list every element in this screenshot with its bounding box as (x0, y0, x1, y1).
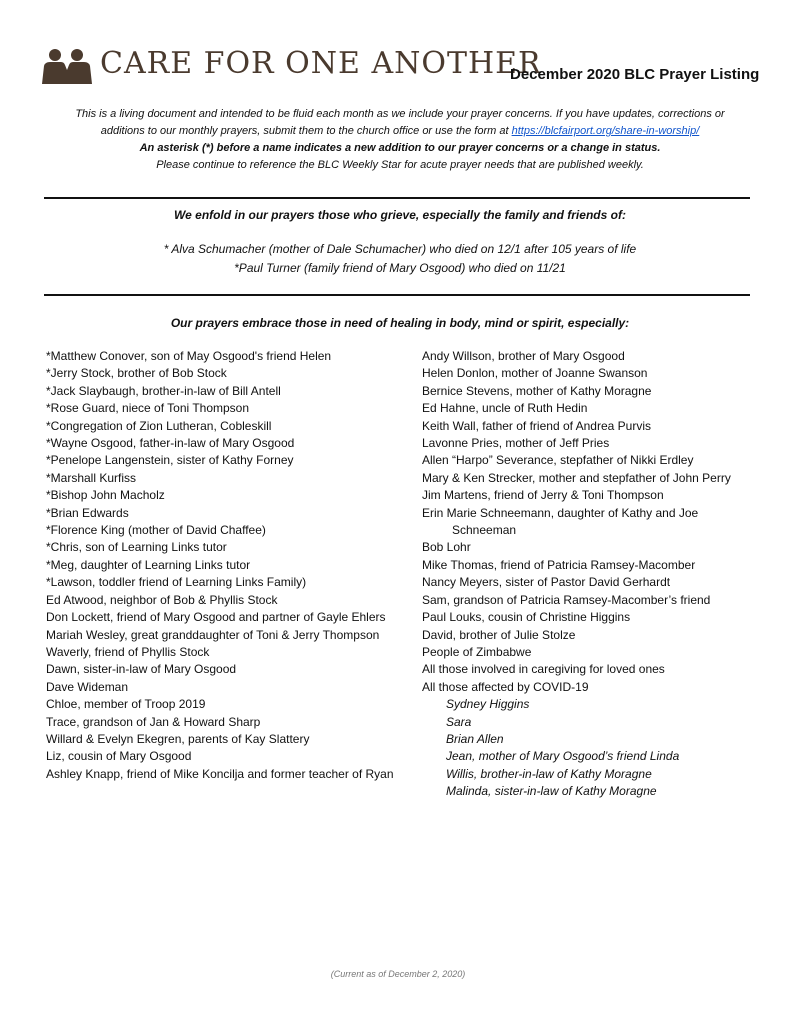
grieve-list (40, 240, 760, 278)
share-in-worship-link[interactable]: https://blcfairport.org/share-in-worship/ (511, 125, 700, 137)
prayer-list-item: Erin Marie Schneemann, daughter of Kathy and Joe Schneeman (422, 505, 699, 538)
grieve-heading: We enfold in our prayers those who grieve, especially the family and friends of: (174, 208, 626, 222)
prayer-list-item: Jim Martens, friend of Jerry & Toni Thompson (422, 488, 664, 503)
prayer-list-item: Ed Atwood, neighbor of Bob & Phyllis Stock (46, 592, 278, 607)
grieve-item: * Alva Schumacher (mother of Dale Schumacher) who died on 12/1 after 105 years of life (163, 242, 637, 256)
prayer-list-item: All those involved in caregiving for loved ones (422, 662, 665, 677)
prayer-list-item: *Penelope Langenstein, sister of Kathy Forney (46, 453, 294, 468)
prayer-list-item: Ed Hahne, uncle of Ruth Hedin (422, 401, 588, 416)
prayer-list-item: Andy Willson, brother of Mary Osgood (422, 349, 625, 363)
prayer-list-item: Nancy Meyers, sister of Pastor David Gerhardt (422, 575, 671, 590)
asterisk-note: An asterisk (*) before a name indicates a new addition to our prayer concerns or a change in status. (139, 142, 661, 154)
prayer-list-item: Bernice Stevens, mother of Kathy Moragne (422, 383, 652, 398)
healing-list-left (46, 348, 416, 783)
prayer-list-item: Lavonne Pries, mother of Jeff Pries (422, 436, 610, 451)
prayer-list-item: *Matthew Conover, son of May Osgood's friend Helen (46, 349, 332, 363)
covid-sub-item: Malinda, sister-in-law of Kathy Moragne (446, 784, 657, 799)
page-header (40, 46, 760, 88)
prayer-list-item: *Bishop John Macholz (46, 488, 165, 503)
prayer-list-item: *Marshall Kurfiss (46, 470, 137, 485)
intro-line (40, 123, 760, 140)
prayer-list-item: *Jerry Stock, brother of Bob Stock (46, 366, 227, 381)
intro-text (40, 106, 760, 174)
prayer-list-item: *Meg, daughter of Learning Links tutor (46, 557, 251, 572)
prayer-list-item: *Florence King (mother of David Chaffee) (46, 523, 266, 538)
prayer-list-item: Keith Wall, father of friend of Andrea Purvis (422, 418, 652, 433)
prayer-list-item: David, brother of Julie Stolze (422, 627, 576, 642)
prayer-list-item: *Lawson, toddler friend of Learning Links Family) (46, 575, 307, 590)
prayer-list-item: Ashley Knapp, friend of Mike Koncilja and former teacher of Ryan (46, 766, 394, 781)
prayer-list-item: *Brian Edwards (46, 505, 129, 520)
intro-line: Please continue to reference the BLC Weekly Star for acute prayer needs that are published weekly. (156, 159, 644, 171)
covid-sub-item: Sydney Higgins (446, 697, 530, 712)
prayer-list-item: Sam, grandson of Patricia Ramsey-Macomber’s friend (422, 592, 711, 607)
prayer-list-item: *Congregation of Zion Lutheran, Cobleskill (46, 418, 272, 433)
divider (44, 197, 750, 199)
prayer-list-item: People of Zimbabwe (422, 644, 532, 659)
healing-heading: Our prayers embrace those in need of healing in body, mind or spirit, especially: (170, 316, 630, 330)
prayer-list-item: Liz, cousin of Mary Osgood (46, 749, 192, 764)
covid-sub-item: Jean, mother of Mary Osgood’s friend Linda (446, 749, 680, 764)
intro-line: This is a living document and intended to be fluid each month as we include your prayer concerns. If you have updates, corrections or (75, 108, 725, 120)
prayer-list-item: Allen “Harpo” Severance, stepfather of Nikki Erdley (422, 453, 694, 468)
prayer-list-item: Helen Donlon, mother of Joanne Swanson (422, 366, 648, 381)
prayer-list-item: Mariah Wesley, great granddaughter of Toni & Jerry Thompson (46, 627, 380, 642)
prayer-list-item: Don Lockett, friend of Mary Osgood and partner of Gayle Ehlers (46, 610, 386, 625)
prayer-list-item: Dawn, sister-in-law of Mary Osgood (46, 662, 237, 677)
covid-sub-item: Sara (446, 714, 472, 729)
covid-sub-item: Willis, brother-in-law of Kathy Moragne (446, 766, 652, 781)
prayer-list-item: Trace, grandson of Jan & Howard Sharp (46, 714, 261, 729)
prayer-list-item: Paul Louks, cousin of Christine Higgins (422, 610, 631, 625)
prayer-list-item: Mike Thomas, friend of Patricia Ramsey-Macomber (422, 557, 696, 572)
prayer-list-item: *Wayne Osgood, father-in-law of Mary Osgood (46, 436, 295, 451)
prayer-list-item: *Rose Guard, niece of Toni Thompson (46, 401, 250, 416)
footer-note: (Current as of December 2, 2020) (330, 969, 466, 979)
intro-line-text: additions to our monthly prayers, submit them to the church office or use the form at (100, 125, 512, 137)
prayer-list-item: Dave Wideman (46, 679, 129, 694)
prayer-list-item: Willard & Evelyn Ekegren, parents of Kay Slattery (46, 731, 310, 746)
banner-title: CARE FOR ONE ANOTHER (100, 46, 542, 81)
prayer-list-item: Chloe, member of Troop 2019 (46, 697, 206, 712)
prayer-list-item: Mary & Ken Strecker, mother and stepfather of John Perry (422, 470, 731, 485)
prayer-list-item: All those affected by COVID-19 (422, 679, 589, 694)
divider (44, 294, 750, 296)
prayer-list-item: Bob Lohr (422, 540, 471, 555)
people-icon (40, 48, 94, 84)
grieve-item: *Paul Turner (family friend of Mary Osgood) who died on 11/21 (234, 261, 566, 275)
prayer-list-item: *Jack Slaybaugh, brother-in-law of Bill Antell (46, 383, 281, 398)
prayer-list-item: Waverly, friend of Phyllis Stock (46, 644, 210, 659)
prayer-list-item: *Chris, son of Learning Links tutor (46, 540, 227, 555)
listing-title: December 2020 BLC Prayer Listing (510, 66, 760, 83)
covid-sub-item: Brian Allen (446, 731, 504, 746)
healing-list-right (422, 348, 762, 801)
